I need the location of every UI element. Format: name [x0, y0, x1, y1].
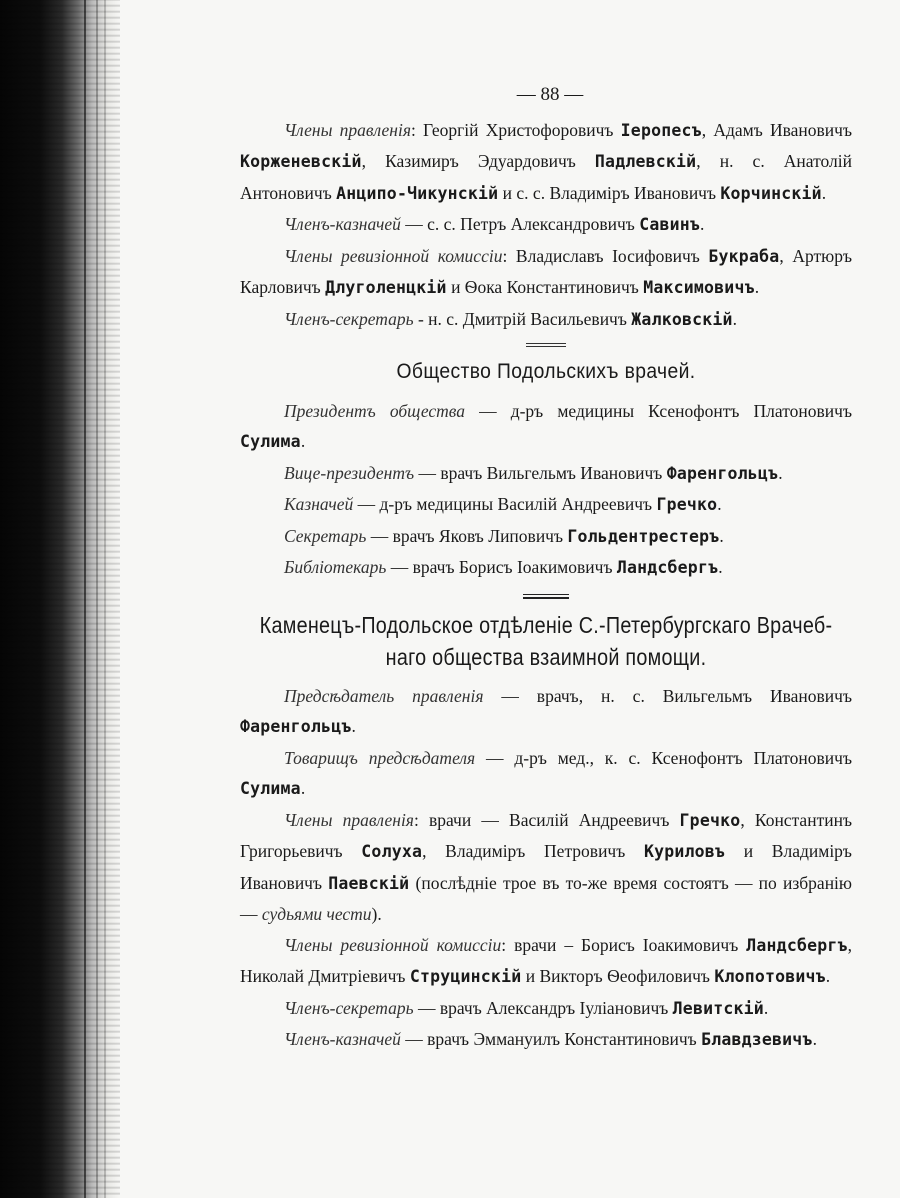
person-name: Жалковскій: [631, 309, 733, 329]
person-name: Струцинскій: [409, 967, 522, 986]
board-members-paragraph: [240, 115, 852, 210]
text: и с. с. Владиміръ Ивановичъ: [498, 182, 721, 203]
person-name: Максимовичъ: [643, 278, 755, 297]
audit-commission-paragraph: [240, 241, 852, 304]
role-label: Президентъ общества: [284, 400, 465, 421]
role-label: Члены правленія: [284, 119, 411, 140]
text: — врачъ Вильгельмъ Ивановичъ: [414, 462, 667, 483]
italic-phrase: судьями чести: [261, 904, 372, 924]
person-name: Клопотовичъ: [714, 967, 826, 986]
text: ).: [371, 904, 382, 924]
text: .: [732, 308, 738, 329]
person-name: Гречко: [679, 810, 741, 830]
text: .: [763, 997, 769, 1018]
person-name: Левитскій: [672, 998, 764, 1018]
person-name: Анципо-Чикунскій: [336, 183, 499, 203]
text: и Ѳока Константиновичъ: [446, 277, 644, 297]
text: .: [812, 1029, 817, 1049]
person-name: Куриловъ: [643, 842, 726, 861]
role-label: Члены ревизіонной комиссіи: [284, 245, 503, 266]
role-label: Вице-президентъ: [284, 462, 415, 483]
text: .: [718, 557, 723, 577]
section-title: [257, 609, 835, 673]
text: : врачи – Борисъ Іоакимовичъ: [501, 934, 747, 955]
section-divider: [523, 594, 569, 599]
role-label: Товарищъ предсѣдателя: [284, 747, 476, 768]
text: — с. с. Петръ Александровичъ: [400, 214, 640, 234]
person-name: Букраба: [708, 246, 780, 266]
text: , Казимиръ Эдуардовичъ: [361, 151, 595, 171]
text: — врачъ Эммануилъ Константиновичъ: [400, 1029, 702, 1049]
role-label: Предсѣдатель правленія: [284, 685, 484, 706]
text: .: [719, 525, 724, 546]
text: .: [778, 462, 783, 483]
deputy-chairman-paragraph: [240, 743, 852, 805]
person-name: Ландсбергъ: [616, 558, 719, 577]
person-name: Іеропесъ: [620, 120, 702, 140]
text: , Артюръ Карловичъ: [240, 245, 852, 297]
text: — д-ръ медицины Ксенофонтъ Платоновичъ: [464, 400, 852, 421]
spine-edge-line: [96, 0, 98, 1198]
text: .: [700, 214, 705, 234]
person-name: Сулима: [240, 779, 301, 798]
person-name: Савинъ: [639, 215, 701, 234]
section-title: Общество Подольскихъ врачей.: [396, 360, 696, 383]
text: .: [821, 182, 827, 203]
person-name: Паевскій: [328, 873, 410, 893]
text: — врачъ Яковъ Липовичъ: [366, 525, 568, 546]
spine-edge-line: [104, 0, 106, 1198]
board-members-paragraph: [240, 805, 852, 930]
role-label: Секретарь: [284, 525, 367, 546]
treasurer-paragraph: [240, 1024, 852, 1056]
person-name: Солуха: [361, 842, 423, 861]
role-label: Члены ревизіонной комиссіи: [284, 934, 502, 955]
person-name: Ландсбергъ: [746, 935, 848, 955]
text: , Николай Дмитріевичъ: [240, 934, 852, 986]
president-paragraph: [240, 396, 852, 458]
spine-edge-line: [84, 0, 86, 1198]
text: — врачъ, н. с. Вильгельмъ Ивановичъ: [483, 685, 852, 706]
text: , Константинъ Григорьевичъ: [240, 809, 852, 861]
person-name: Сулима: [240, 432, 301, 451]
text: — врачъ Борисъ Іоакимовичъ: [386, 557, 617, 577]
role-label: Членъ-секретарь: [284, 308, 414, 329]
person-name: Фаренгольцъ: [240, 717, 352, 736]
secretary-paragraph: [240, 993, 852, 1025]
section-divider: [526, 343, 566, 347]
text: : врачи — Василій Андреевичъ: [413, 809, 680, 830]
book-spine-shadow: [0, 0, 120, 1198]
role-label: Члены правленія: [284, 809, 414, 830]
person-name: Длуголенцкій: [325, 278, 447, 297]
treasurer-paragraph: [240, 489, 852, 521]
person-name: Гречко: [656, 495, 718, 514]
text: .: [717, 494, 722, 514]
page-number: — 88 —: [516, 84, 584, 105]
text: , Адамъ Ивановичъ: [701, 119, 852, 140]
text: (послѣдніе трое въ то-же время состоятъ — по избранію —: [240, 872, 852, 924]
role-label: Казначей: [284, 494, 354, 514]
text: .: [825, 966, 831, 986]
chairman-paragraph: [240, 681, 852, 743]
role-label: Членъ-секретарь: [284, 997, 414, 1018]
role-label: Членъ-казначей: [284, 214, 401, 234]
text: - н. с. Дмитрій Васильевичъ: [413, 308, 632, 329]
text: , н. с. Анатолій Антоновичъ: [240, 151, 852, 203]
text: : Владиславъ Іосифовичъ: [502, 245, 709, 266]
secretary-paragraph: [240, 304, 852, 336]
text: .: [754, 277, 760, 297]
person-name: Корженевскій: [240, 152, 362, 171]
text: .: [351, 716, 356, 736]
text: .: [300, 778, 306, 798]
text: и Владиміръ Ивановичъ: [240, 841, 852, 893]
text: , Владиміръ Петровичъ: [422, 841, 644, 861]
text: и Викторъ Ѳеофиловичъ: [521, 966, 715, 986]
text: — д-ръ мед., к. с. Ксенофонтъ Платоновичъ: [475, 747, 852, 768]
person-name: Фаренгольцъ: [666, 463, 779, 483]
title-line: наго общества взаимной помощи.: [385, 643, 707, 670]
person-name: Падлевскій: [594, 152, 697, 171]
person-name: Корчинскій: [720, 183, 822, 203]
audit-commission-paragraph: [240, 930, 852, 993]
person-name: Блавдзевичъ: [701, 1030, 813, 1049]
role-label: Библіотекарь: [284, 557, 387, 577]
text: .: [300, 431, 306, 451]
text: — врачъ Александръ Іуліановичъ: [413, 997, 673, 1018]
vice-president-paragraph: [240, 458, 852, 490]
person-name: Гольдентрестеръ: [567, 526, 720, 546]
text: : Георгій Христофоровичъ: [410, 119, 621, 140]
title-line: Каменецъ-Подольское отдѣленіе С.-Петербургскаго Врачеб-: [259, 611, 833, 638]
role-label: Членъ-казначей: [284, 1029, 401, 1049]
librarian-paragraph: [240, 552, 852, 584]
document-page: [240, 80, 852, 1056]
text: — д-ръ медицины Василій Андреевичъ: [353, 494, 657, 514]
treasurer-paragraph: [240, 209, 852, 241]
secretary-paragraph: [240, 521, 852, 553]
